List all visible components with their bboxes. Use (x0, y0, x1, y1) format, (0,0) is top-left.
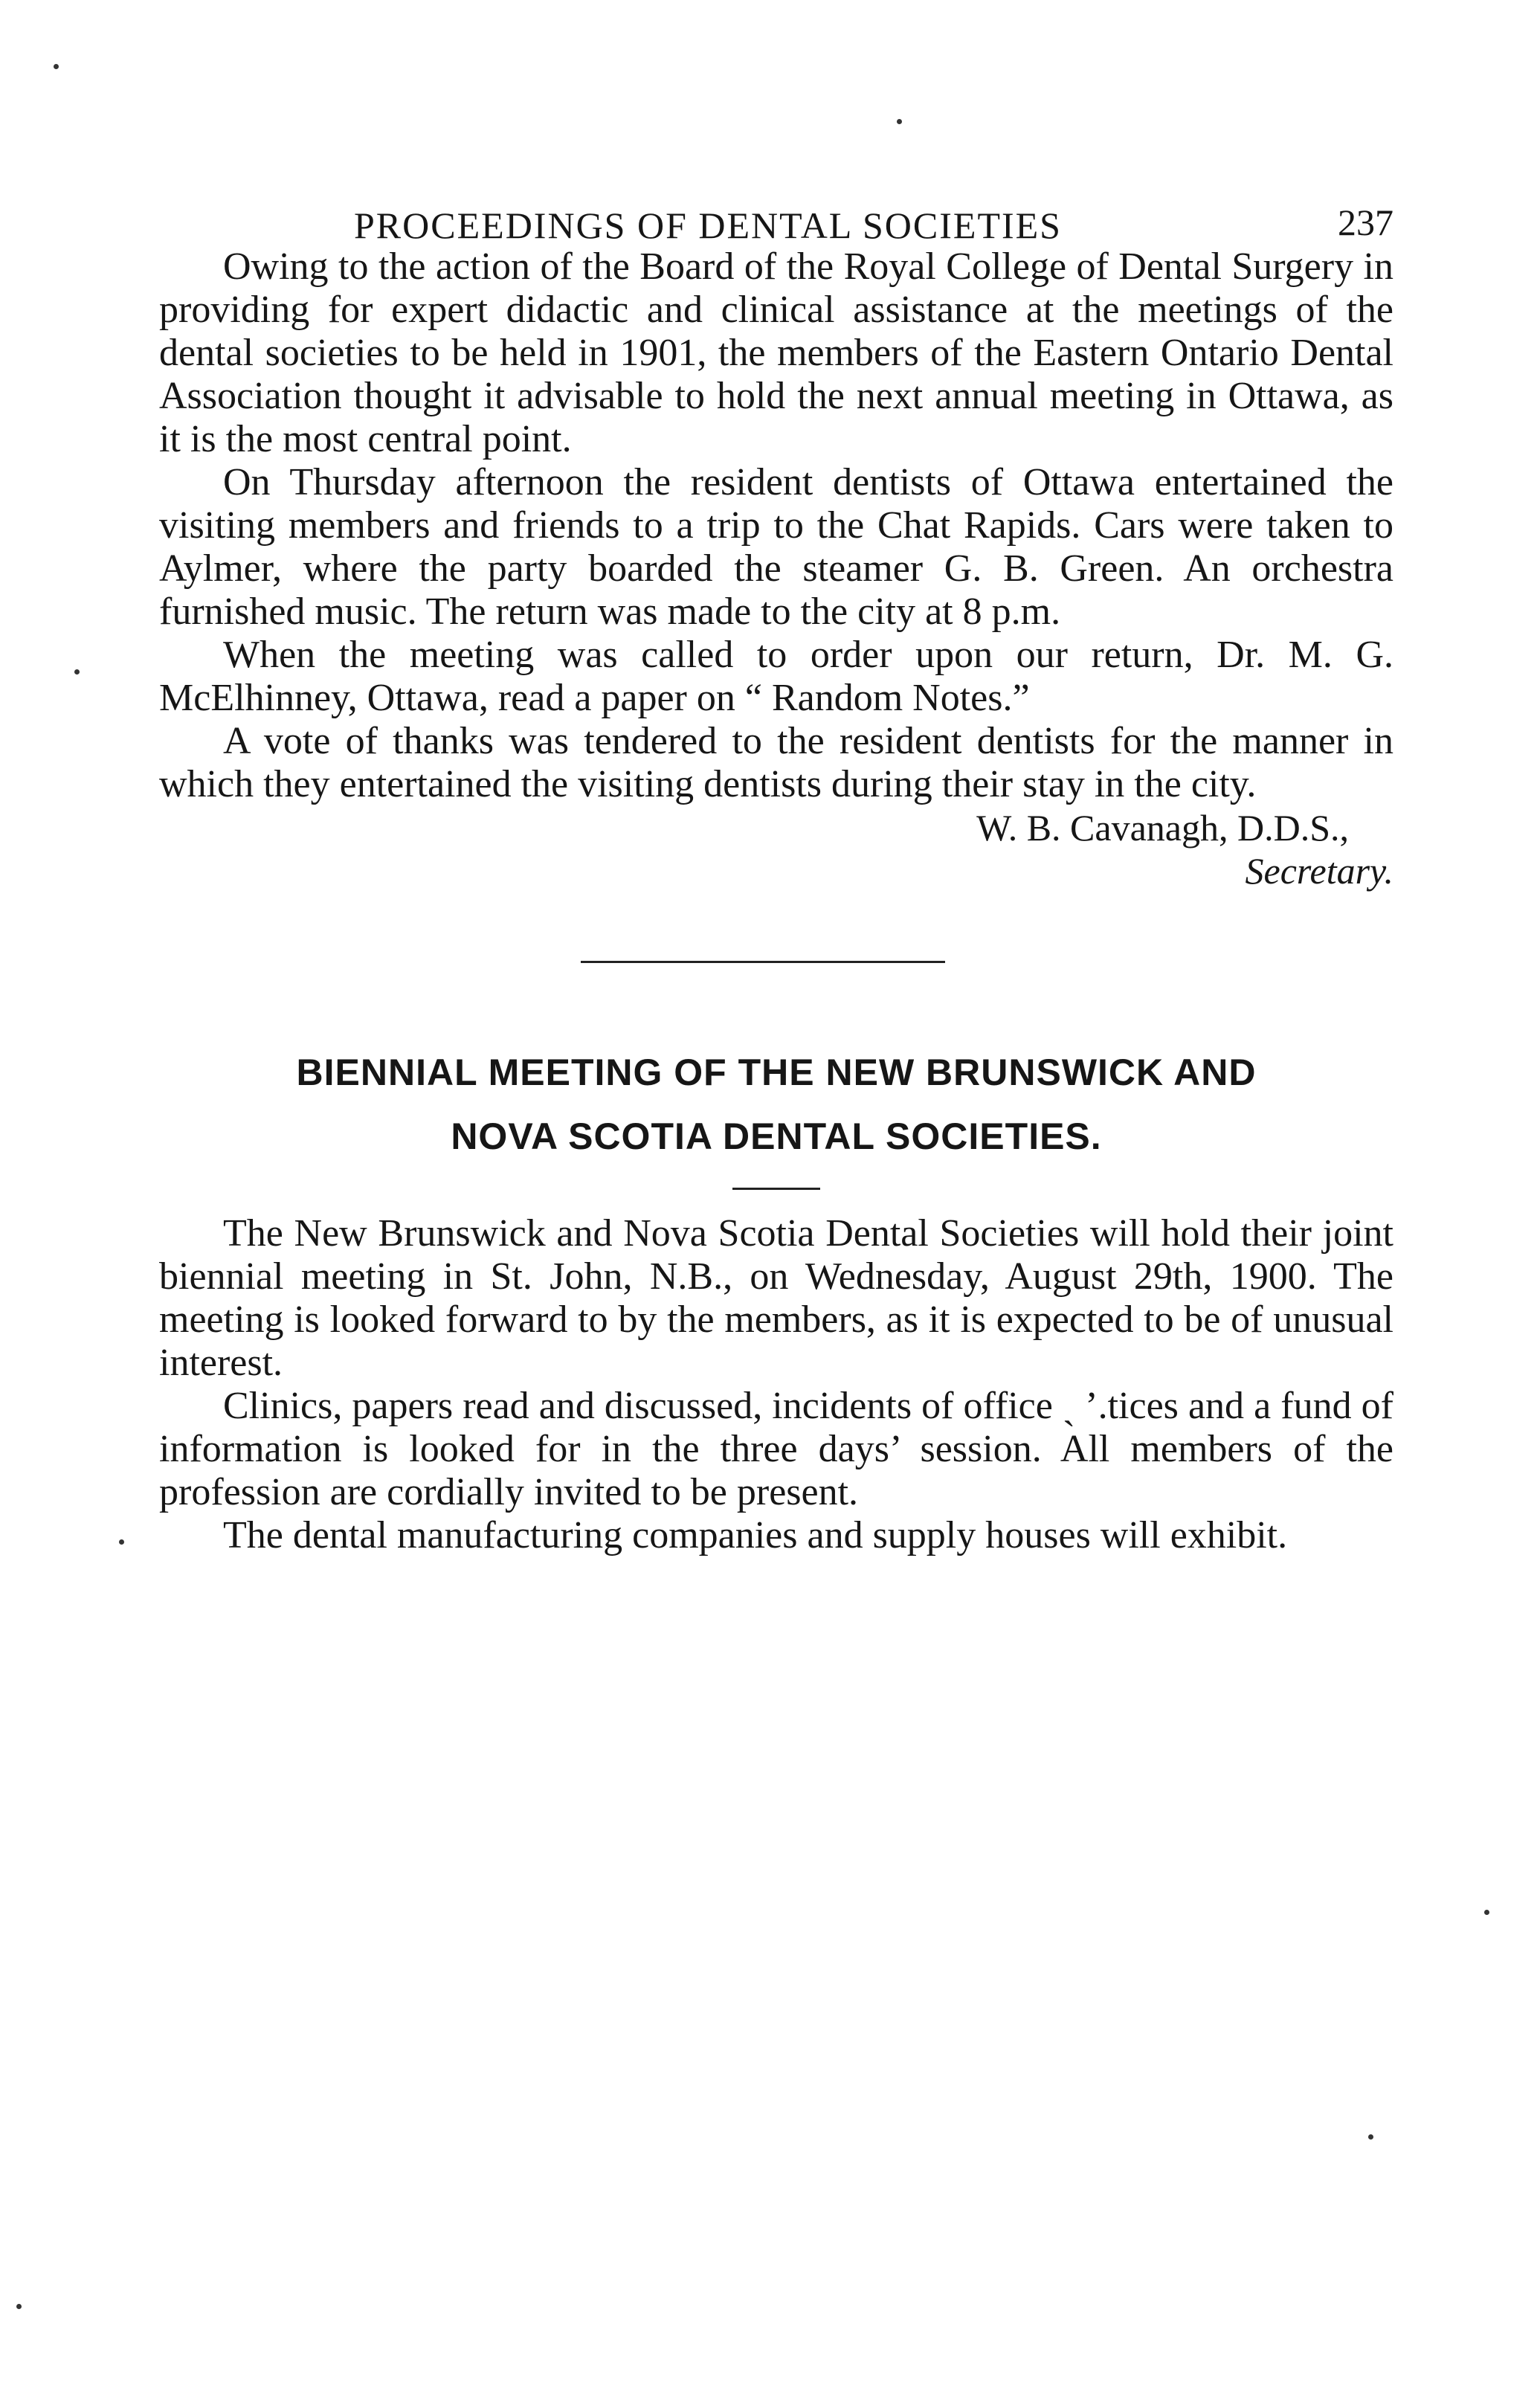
scan-speck (119, 1539, 124, 1545)
section-heading (159, 1040, 1393, 1168)
scan-speck (897, 119, 902, 124)
section-heading-line: NOVA SCOTIA DENTAL SOCIETIES. (451, 1116, 1102, 1157)
signature-block (159, 806, 1393, 892)
scan-speck (1484, 1910, 1489, 1915)
scan-speck (16, 2304, 22, 2309)
paragraph: The New Brunswick and Nova Scotia Dental Societies will hold their joint biennial meeting in St. John, N.B., on Wednesday, August 29th, 1900. The meeting is looked forward to by the members, as it is expected to be of unusual interest. (159, 1212, 1393, 1384)
section-heading-line: BIENNIAL MEETING OF THE NEW BRUNSWICK AND (296, 1052, 1257, 1093)
paragraph: Owing to the action of the Board of the Royal College of Dental Surgery in providing for expert didactic and clinical assistance at the meetings of the dental societies to be held in 1901, the members of the Eastern Ontario Dental Association thought it advisable to hold the next annual meeting in Ottawa, as it is the most central point. (159, 245, 1393, 460)
scan-speck (54, 64, 59, 69)
page-number: 237 (1338, 202, 1393, 243)
paragraph: Clinics, papers read and discussed, incidents of office ˎ ʼ.tices and a fund of information is looked for in the three days’ session. All members of the profession are cordially invited to be present. (159, 1385, 1393, 1513)
running-head (159, 193, 1393, 245)
paragraph: A vote of thanks was tendered to the resident dentists for the manner in which they entertained the visiting dentists during their stay in the city. (159, 720, 1393, 805)
signature-name: W. B. Cavanagh, D.D.S., (976, 807, 1349, 849)
paragraph: When the meeting was called to order upon our return, Dr. M. G. McElhinney, Ottawa, read a paper on “ Random Notes.” (159, 634, 1393, 719)
paragraph: On Thursday afternoon the resident dentists of Ottawa entertained the visiting members and friends to a trip to the Chat Rapids. Cars were taken to Aylmer, where the party boarded the steamer G. B. Green. An orchestra furnished music. The return was made to the city at 8 p.m. (159, 461, 1393, 633)
signature-title: Secretary. (1245, 850, 1393, 892)
section-body (159, 1212, 1393, 1557)
section-divider (581, 961, 945, 963)
heading-underline (732, 1188, 820, 1190)
scan-speck (74, 669, 80, 675)
paragraph: The dental manufacturing companies and supply houses will exhibit. (223, 1514, 1288, 1556)
scan-speck (1368, 2134, 1373, 2140)
book-page (159, 193, 1393, 1557)
running-title: PROCEEDINGS OF DENTAL SOCIETIES (354, 205, 1062, 246)
article-body (159, 245, 1393, 806)
